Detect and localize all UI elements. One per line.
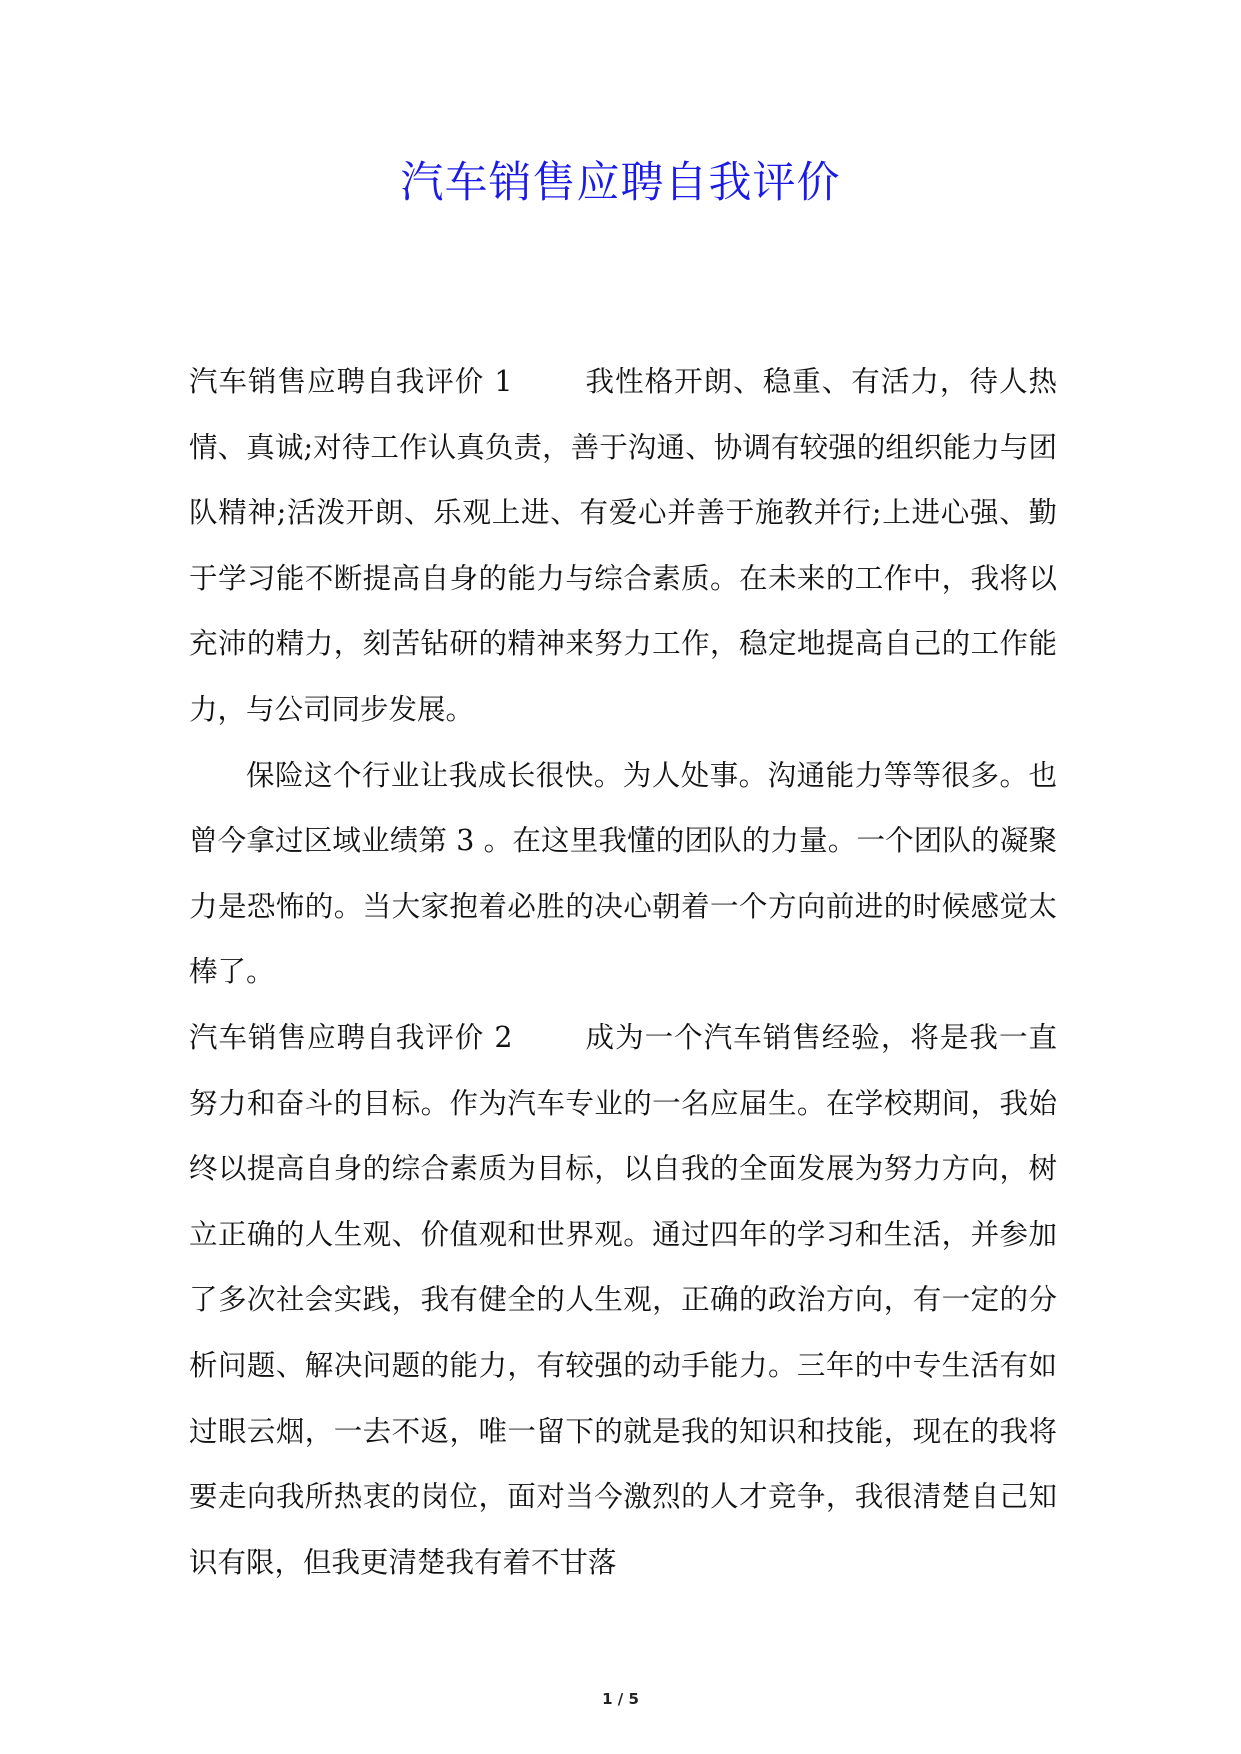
section-2-lead: 成为一个汽车销售经验，将是我一直努力和奋斗的目标。作为汽车专业的一名应届生。在学校期间，我始终以提高自身的综合素质为目标，以自我的全面发展为努力方向，树立正确的人生观、价值观和世界观。通过四年的学习和生活，并参加了多次社会实践，我有健全的人生观，正确的政治方向，有一定的分析问题、解决问题的能力，有较强的动手能力。三年的中专生活有如过眼云烟，一去不返，唯一留下的就是我的知识和技能，现在的我将要走向我所热衷的岗位，面对当今激烈的人才竞争，我很清楚自己知识有限，但我更清楚我有着不甘落 — [189, 1020, 1057, 1579]
section-1-paragraph-2: 保险这个行业让我成长很快。为人处事。沟通能力等等很多。也曾今拿过区域业绩第 3 。在这里我懂的团队的力量。一个团队的凝聚力是恐怖的。当大家抱着必胜的决心朝着一个方向前进的时候感觉太棒了。 — [189, 758, 1057, 989]
document-body — [189, 349, 1057, 1595]
section-2-heading: 汽车销售应聘自我评价 2 — [189, 1020, 513, 1054]
section-1-lead: 我性格开朗、稳重、有活力，待人热情、真诚;对待工作认真负责，善于沟通、协调有较强的组织能力与团队精神;活泼开朗、乐观上进、有爱心并善于施教并行;上进心强、勤于学习能不断提高自身的能力与综合素质。在未来的工作中，我将以充沛的精力，刻苦钻研的精神来努力工作，稳定地提高自己的工作能力，与公司同步发展。 — [189, 365, 1057, 726]
section-1-heading: 汽车销售应聘自我评价 1 — [189, 365, 513, 398]
page-number: 1 / 5 — [602, 1690, 639, 1708]
section-2-paragraph — [189, 1005, 1057, 1595]
section-1-paragraph — [189, 349, 1057, 743]
document-title: 汽车销售应聘自我评价 — [400, 158, 841, 208]
